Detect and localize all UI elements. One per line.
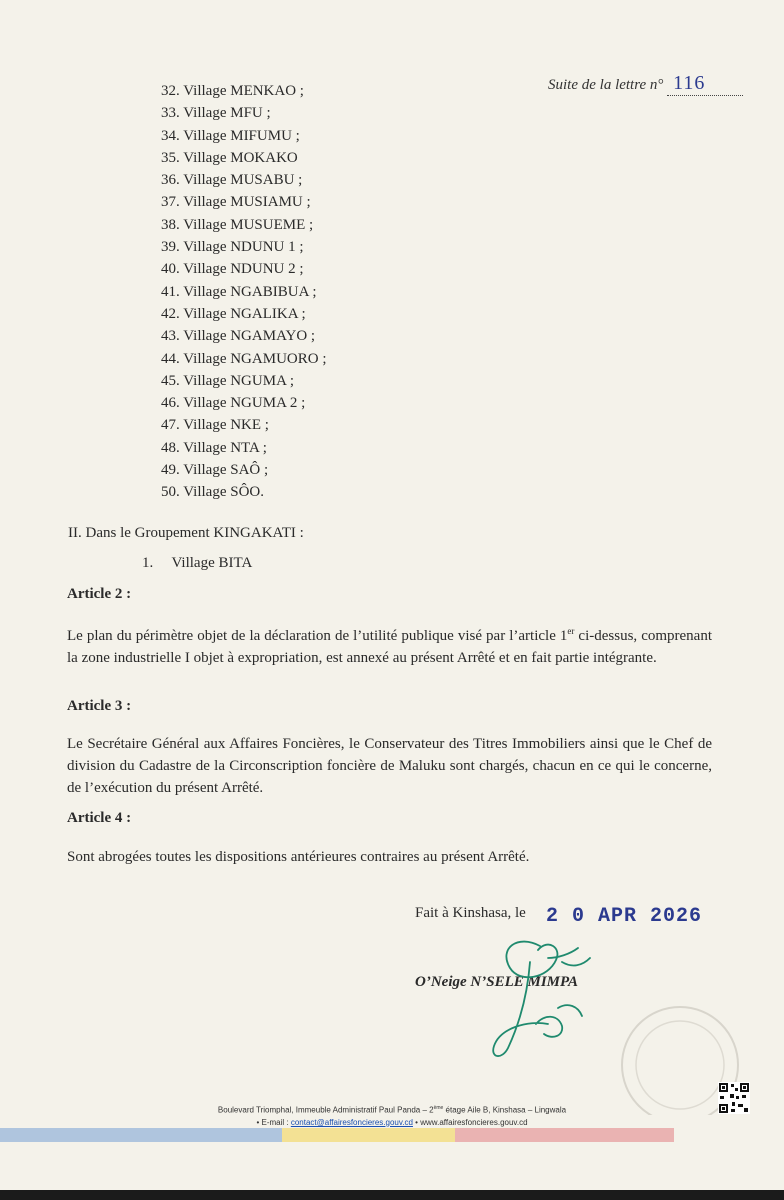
list-item: 38. Village MUSUEME ; bbox=[161, 216, 314, 233]
list-item: 32. Village MENKAO ; bbox=[161, 83, 304, 99]
email-link[interactable]: contact@affairesfoncieres.gouv.cd bbox=[290, 1117, 413, 1127]
list-item: 35. Village MOKAKO bbox=[161, 149, 298, 166]
list-item: 37. Village MUSIAMU ; bbox=[161, 194, 311, 211]
place-of-signing: Fait à Kinshasa, le bbox=[415, 905, 526, 921]
list-item: 36. Village MUSABU ; bbox=[161, 172, 303, 189]
groupement-item bbox=[142, 555, 252, 572]
article-3-text: Le Secrétaire Général aux Affaires Foncières, le Conservateur des Titres Immobiliers ainsi que le Chef de division du Cadastre de la Circonscription foncière de Maluku sont chargés, chacun en ce qui le concerne, de l’exécution du présent Arrêté. bbox=[67, 736, 712, 796]
list-item: 48. Village NTA ; bbox=[161, 439, 267, 456]
footer-contact: • E-mail : contact@affairesfoncieres.gouv.cd • www.affairesfoncieres.gouv.cd bbox=[256, 1117, 528, 1127]
list-item: 43. Village NGAMAYO ; bbox=[161, 328, 316, 345]
article-2-text: Le plan du périmètre objet de la déclaration de l’utilité publique visé par l’article 1er ci-dessus, comprenant la zone industrielle I objet à expropriation, est annexé au présent Arrêté et en fait partie intégrante. bbox=[67, 626, 712, 666]
list-item: 46. Village NGUMA 2 ; bbox=[161, 395, 306, 412]
groupement-item-label: Village BITA bbox=[171, 555, 253, 571]
letter-number: 116 bbox=[667, 72, 743, 96]
article-2-title: Article 2 : bbox=[67, 586, 132, 602]
list-item: 34. Village MIFUMU ; bbox=[161, 127, 300, 144]
page-footer bbox=[0, 1102, 784, 1129]
groupement-heading: II. Dans le Groupement KINGAKATI : bbox=[68, 525, 304, 541]
list-item: 41. Village NGABIBUA ; bbox=[161, 283, 317, 300]
list-item: 42. Village NGALIKA ; bbox=[161, 305, 306, 322]
website-link[interactable]: • www.affairesfoncieres.gouv.cd bbox=[412, 1117, 528, 1127]
list-item: 44. Village NGAMUORO ; bbox=[161, 350, 327, 367]
groupement-item-number: 1. bbox=[142, 555, 154, 571]
list-item: 49. Village SAÔ ; bbox=[161, 462, 269, 479]
list-item: 39. Village NDUNU 1 ; bbox=[161, 239, 304, 256]
list-item: 47. Village NKE ; bbox=[161, 417, 269, 434]
footer-address: Boulevard Triomphal, Immeuble Administratif Paul Panda – 2ème étage Aile B, Kinshasa – Lingwala bbox=[217, 1105, 567, 1115]
list-item: 33. Village MFU ; bbox=[161, 105, 271, 122]
bottom-edge bbox=[0, 1190, 784, 1200]
article-4-title: Article 4 : bbox=[67, 810, 132, 826]
handwritten-signature bbox=[478, 928, 598, 1068]
list-item: 40. Village NDUNU 2 ; bbox=[161, 261, 304, 278]
village-list bbox=[161, 80, 326, 504]
date-stamp: 2 0 APR 2026 bbox=[546, 905, 703, 928]
list-item: 45. Village NGUMA ; bbox=[161, 372, 294, 389]
qr-code-icon bbox=[718, 1082, 750, 1134]
article-3-title: Article 3 : bbox=[67, 698, 132, 714]
list-item: 50. Village SÔO. bbox=[161, 484, 264, 501]
letter-reference bbox=[548, 72, 743, 96]
signatory-name: O’Neige N’SELE MIMPA bbox=[415, 974, 579, 990]
article-4-text: Sont abrogées toutes les dispositions antérieures contraires au présent Arrêté. bbox=[67, 849, 530, 865]
flag-color-band bbox=[0, 1128, 784, 1142]
suite-label: Suite de la lettre n° bbox=[548, 77, 664, 93]
